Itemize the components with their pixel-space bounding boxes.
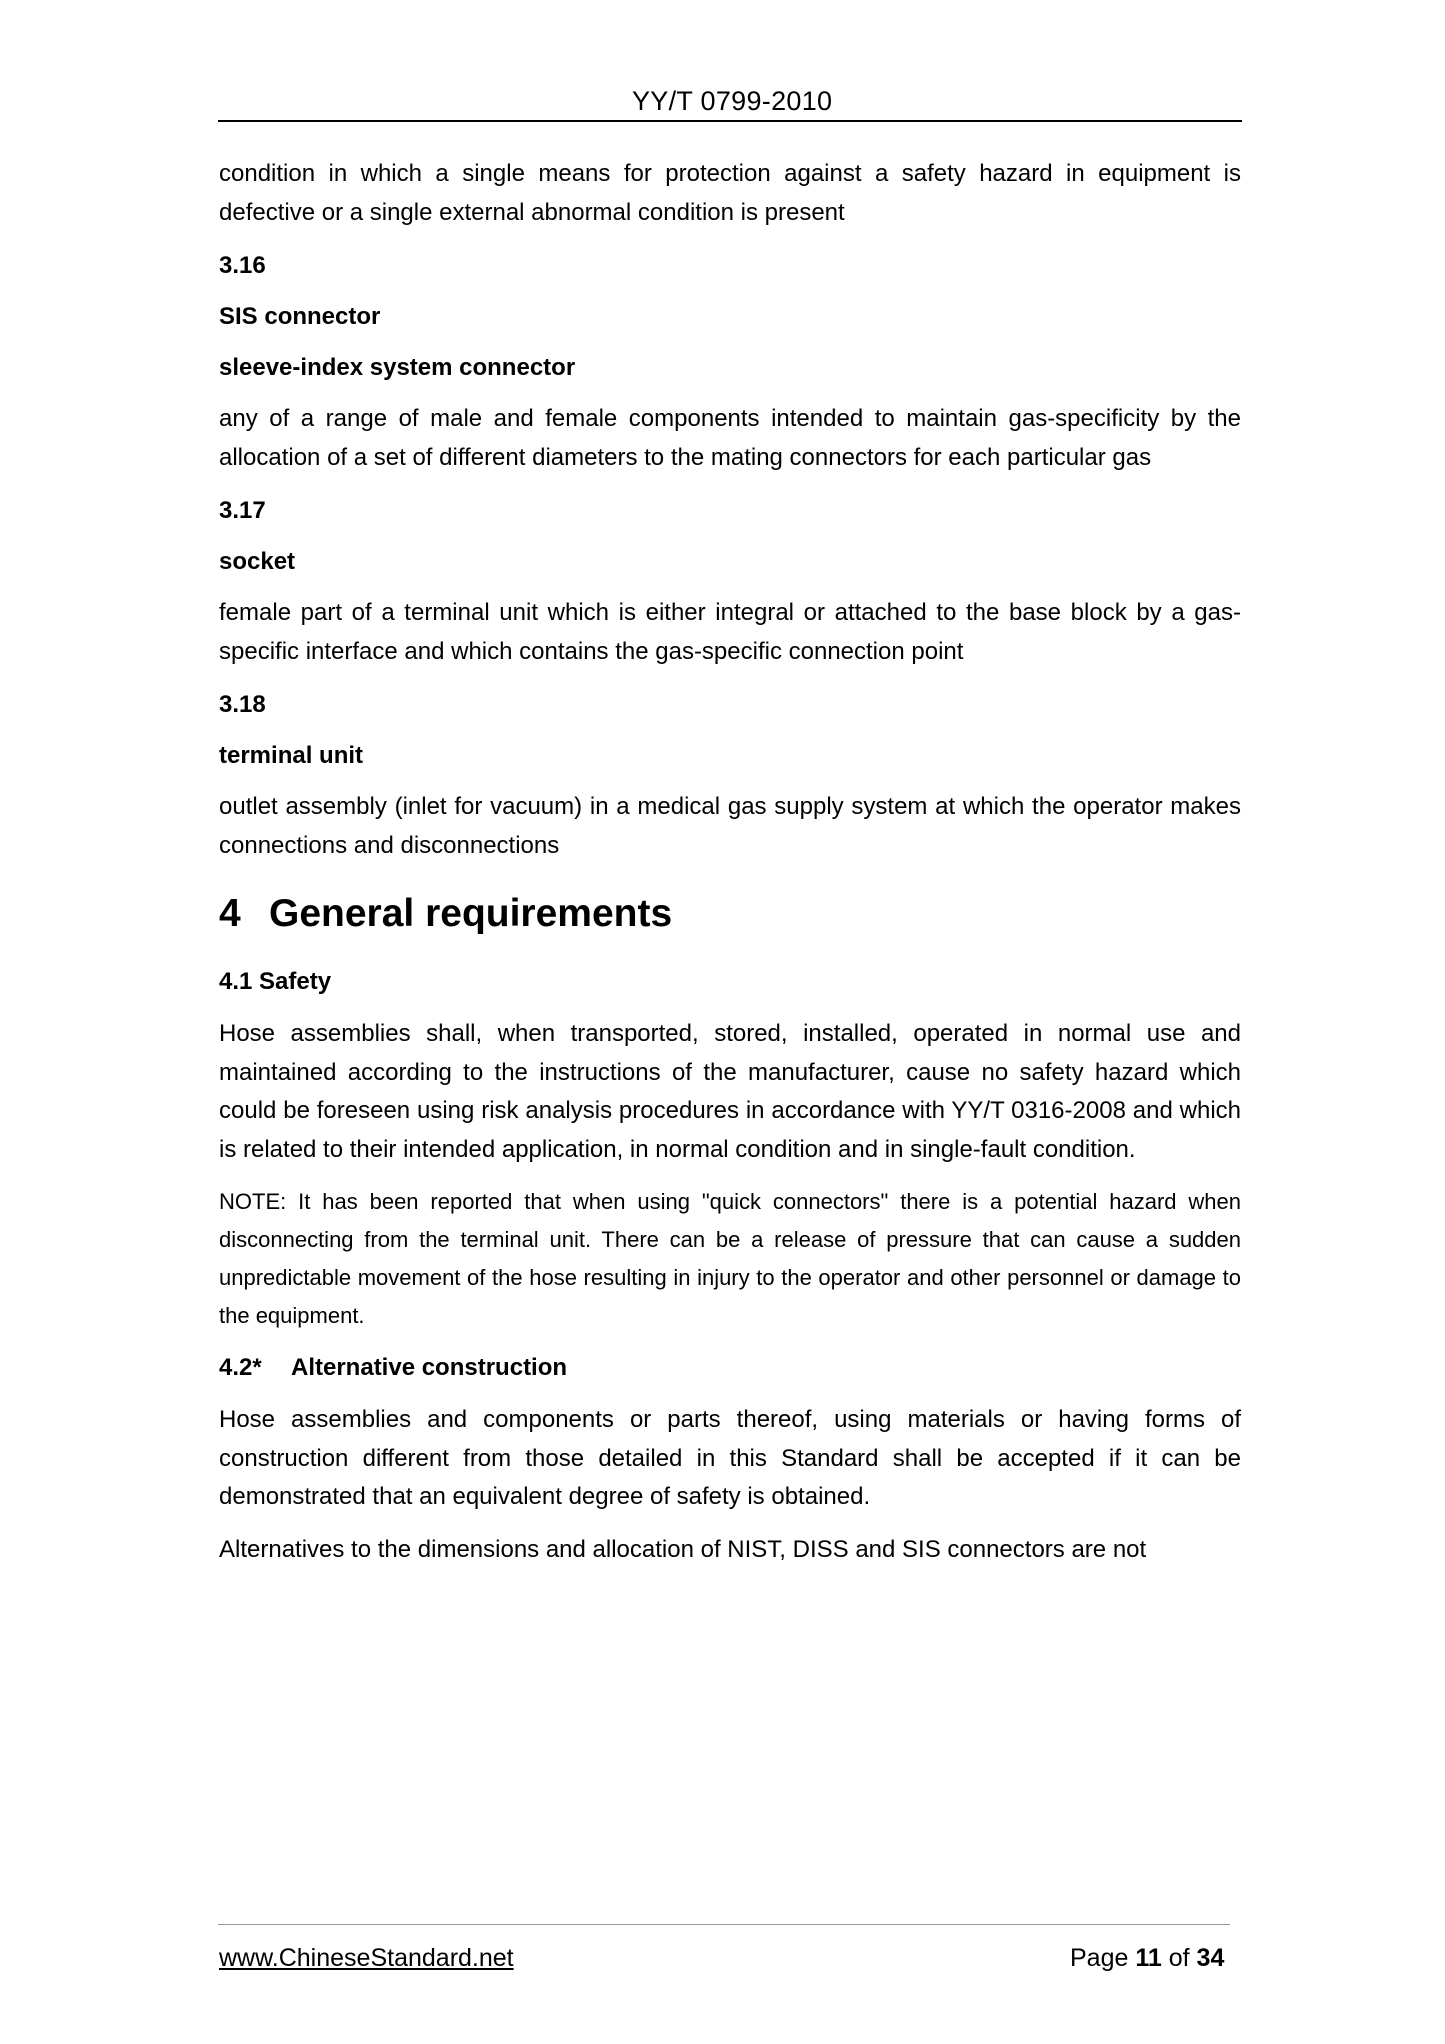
definition-3-17-text: female part of a terminal unit which is either integral or attached to the base block by a gas-specific interface and which contains the gas-specific connection point: [219, 599, 1241, 665]
term-sleeve-index: sleeve-index system connector: [219, 354, 576, 381]
term-socket: socket: [219, 548, 296, 575]
definition-3-16-text: any of a range of male and female components intended to maintain gas-specificity by the allocation of a set of different diameters to the mating connectors for each particular gas: [219, 405, 1241, 471]
clause-3-17-number: 3.17: [219, 497, 266, 524]
section-4-1-paragraph: Hose assemblies shall, when transported, stored, installed, operated in normal use and maintained according to the instructions of the manufacturer, cause no safety hazard which could be foreseen using risk analysis procedures in accordance with YY/T 0316-2008 and which is related to their intended application, in normal condition and in single-fault condition.: [219, 1020, 1241, 1163]
clause-3-18-number: 3.18: [219, 691, 266, 718]
section-4-2-paragraph-2: Alternatives to the dimensions and allocation of NIST, DISS and SIS connectors are not: [219, 1535, 1147, 1563]
section-4-2-title: Alternative construction: [291, 1354, 568, 1381]
definition-3-18-text: outlet assembly (inlet for vacuum) in a medical gas supply system at which the operator makes connections and disconnections: [219, 793, 1241, 859]
current-page: 11: [1135, 1944, 1162, 1972]
clause-3-16-number: 3.16: [219, 252, 266, 279]
page-content: [219, 155, 1241, 1569]
header-divider: [218, 120, 1242, 122]
section-4-1-note: NOTE: It has been reported that when using "quick connectors" there is a potential hazard when disconnecting from the terminal unit. There can be a release of pressure that can cause a sudden unpredictable movement of the hose resulting in injury to the operator and other personnel or damage to the equipment.: [219, 1189, 1241, 1328]
definition-3-15-text: condition in which a single means for protection against a safety hazard in equipment is defective or a single external abnormal condition is present: [219, 160, 1241, 226]
section-4-1-heading: 4.1 Safety: [219, 968, 332, 995]
term-sis-connector: SIS connector: [219, 303, 381, 330]
total-pages: 34: [1196, 1944, 1225, 1972]
website-link[interactable]: www.ChineseStandard.net: [219, 1944, 514, 1972]
section-4-number: 4: [219, 892, 241, 935]
section-4-2-number: 4.2*: [219, 1354, 262, 1381]
page-label: Page: [1070, 1944, 1129, 1972]
section-4-2-paragraph-1: Hose assemblies and components or parts thereof, using materials or having forms of construction different from those detailed in this Standard shall be accepted if it can be demonstrated that an equivalent degree of safety is obtained.: [219, 1406, 1241, 1510]
footer-divider: [218, 1924, 1230, 1925]
page-of-label: of: [1168, 1944, 1190, 1972]
term-terminal-unit: terminal unit: [219, 742, 364, 769]
page-number: [1070, 1944, 1224, 1973]
document-code-header: YY/T 0799-2010: [632, 86, 833, 116]
section-4-title: General requirements: [269, 892, 673, 935]
section-4-heading: [219, 889, 1241, 939]
section-4-2-heading: [219, 1349, 1241, 1387]
